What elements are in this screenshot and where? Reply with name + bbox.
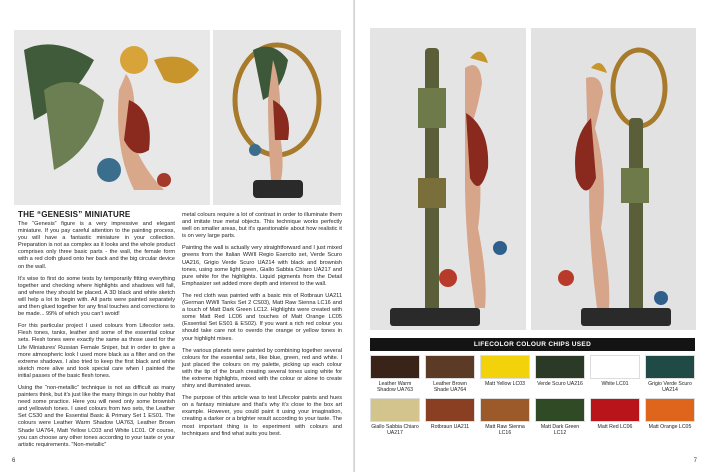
paragraph: The purpose of this article was to test Lifecolor paints and hues on a fantasy miniature and that’s why it’s close to the box art example. However, you could paint it using your imagination, creating a darker or a brighter result according to your taste. The most important thing is to experiment with colours and techniques and find what suits you best. xyxy=(182,395,342,437)
chip-row-1 xyxy=(370,355,695,394)
text-column-2 xyxy=(182,212,342,443)
colour-chips-panel xyxy=(370,338,695,457)
colour-chip-label: Matt Orange LC05 xyxy=(648,424,692,430)
colour-swatch xyxy=(590,398,640,422)
colour-chip-label: Verde Scuro UA216 xyxy=(537,381,583,387)
paragraph: The red cloth was painted with a basic mix of Rotbraun UA211 (German WWII Tanks Set 2 CS03), Matt Raw Sienna LC16 and a touch of Matt Dark Green LC12. Highlights were created with some Matt Red LC06 and touches of Matt Orange LC05 (Essential Set ES01 & ES02). If you want a rich red colour you should take care not to overdo the orange or yellow tones in your highlight mixes. xyxy=(182,292,342,342)
miniature-photo-right-profile xyxy=(531,28,696,330)
colour-chip xyxy=(425,355,475,394)
article-heading: THE “GENESIS” MINIATURE xyxy=(18,210,131,219)
colour-chip xyxy=(645,398,695,437)
colour-swatch xyxy=(425,355,475,379)
colour-chip-label: Matt Dark Green LC12 xyxy=(540,424,580,436)
page-number: 7 xyxy=(693,458,697,464)
left-page xyxy=(0,0,354,472)
paragraph: Painting the wall is actually very straightforward and I just mixed greens from the Italian WWII Regio Esercito set, Verde Scuro UA216, Grigio Verde Scuro UA214 with black and brownish tones, using some light green, Giallo Sabbia Chiaro UA217 and pure white for the highlights. Liquid pigments from the Detail Emphasizer set added more depth and interest to the wall. xyxy=(182,245,342,287)
colour-chip xyxy=(645,355,695,394)
colour-chip-label: Leather Brown Shade UA764 xyxy=(433,381,467,393)
colour-swatch xyxy=(370,355,420,379)
colour-swatch xyxy=(425,398,475,422)
colour-chip xyxy=(480,355,530,394)
colour-chip-label: Rotbraun UA211 xyxy=(430,424,470,430)
colour-chip xyxy=(590,398,640,437)
paragraph: Using the “non-metallic” technique is not as difficult as many painters think, but it’s just like the many things in our hobby that need some practice. Here you will need only some brownish and yellowish tones. I used colours from two sets, the Leather Set CS30 and the Essential Basic & Primary Set 1 ES01. The colours were Leather Warm Shadow UA763, Leather Brown Shade UA764, Matt Yellow LC03 and White LC01. Of course, you can choose any other tones according to your taste or your artistic requirements. “Non-metallic” xyxy=(18,384,175,448)
colour-swatch xyxy=(480,355,530,379)
colour-swatch xyxy=(370,398,420,422)
chip-row-2 xyxy=(370,398,695,437)
colour-chip xyxy=(590,355,640,394)
colour-chip-label: Matt Yellow LC03 xyxy=(484,381,526,387)
paragraph: For this particular project I used colours from Lifecolor sets. Flesh tones, tanks, leather and some of the essential colour sets. Flesh tones were exactly the same as those used for the Life Miniatures’ Russian Female Sniper, but in order to give a more atmospheric look I used more black as a filter and on the extreme shadows. I also tried to keep the first black and white sketch more alive and took special care when I painted the initial passes of the basic flesh tones. xyxy=(18,323,175,379)
colour-chip-label: White LC01 xyxy=(601,381,629,387)
miniature-photo-left-profile xyxy=(370,28,526,330)
colour-swatch xyxy=(590,355,640,379)
miniature-photo-side xyxy=(213,30,341,205)
colour-swatch xyxy=(535,355,585,379)
paragraph: metal colours require a lot of contrast in order to illuminate them and imitate true metal objects. This technique works perfectly well on smaller areas, but it’s questionable about how realistic it is on very large parts. xyxy=(182,212,342,240)
colour-chip xyxy=(370,355,420,394)
colour-chip-label: Matt Raw Sienna LC16 xyxy=(485,424,525,436)
colour-chips-title: LIFECOLOR COLOUR CHIPS USED xyxy=(370,338,695,351)
colour-swatch xyxy=(645,355,695,379)
miniature-photo-front xyxy=(14,30,210,205)
colour-chip-label: Matt Red LC06 xyxy=(597,424,633,430)
paragraph: It’s wise to first do some tests by temporarily fitting everything together and checking where highlights and shadows will fall, and where they should be placed. A 3D black and white sketch will help a lot to begin with. All parts were painted separately and then glued together for any final touches and corrections to be made... 99% of which you can’t avoid! xyxy=(18,275,175,318)
colour-chip xyxy=(535,398,585,437)
page-number: 6 xyxy=(12,458,16,464)
colour-chip-label: Grigio Verde Scuro UA214 xyxy=(648,381,692,393)
colour-chip-label: Giallo Sabbia Chiaro UA217 xyxy=(371,424,419,436)
colour-swatch xyxy=(645,398,695,422)
paragraph: The “Genesis” figure is a very impressive and elegant miniature. If you pay careful attention to the painting process, you will have a fantastic miniature in your collection. Preparation is not as complex as it looks and the whole product comprises only three basic parts - the wall, the female form with a red cloth glued onto her back and the big circular device on the wall. xyxy=(18,221,175,270)
paragraph: The various planets were painted by combining together several colours for the essential sets, like blue, green, red and white. I just placed the colours on my palette, picking up each colour with the tip of the brush creating several tones using white for the extreme highlights, mixed with the colour or alone to create shiny and illuminated areas. xyxy=(182,347,342,390)
text-column-1 xyxy=(18,221,175,454)
colour-swatch xyxy=(480,398,530,422)
colour-swatch xyxy=(535,398,585,422)
colour-chip xyxy=(370,398,420,437)
colour-chip-label: Leather Warm Shadow UA763 xyxy=(376,381,414,393)
colour-chip xyxy=(480,398,530,437)
colour-chip xyxy=(425,398,475,437)
colour-chip xyxy=(535,355,585,394)
